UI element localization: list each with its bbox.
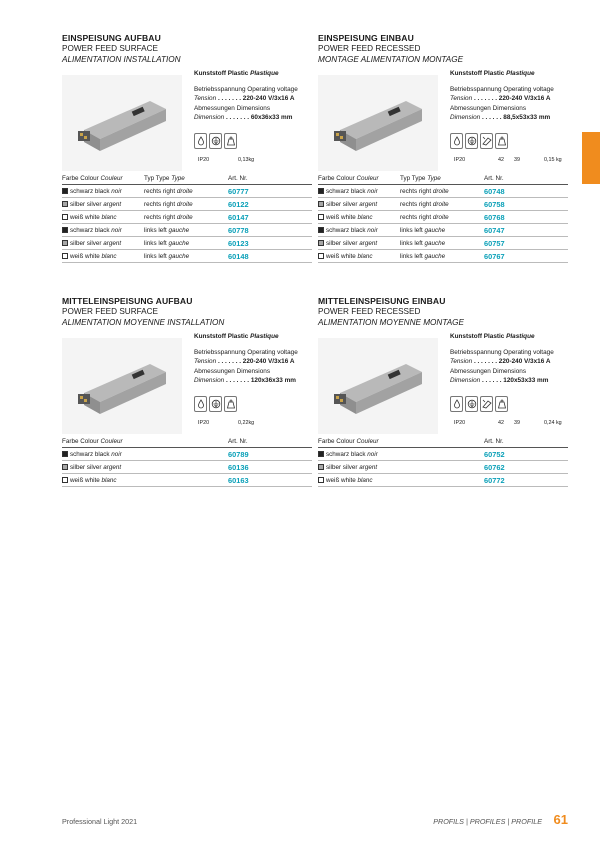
dimensions-label: Abmessungen Dimensions [194, 104, 271, 112]
property-icons [450, 133, 508, 149]
track-adapter-image [62, 338, 182, 434]
spec-list [450, 332, 578, 386]
spec-list [450, 69, 578, 123]
col-type: Typ Type Type [144, 175, 185, 182]
section-title-fr: ALIMENTATION INSTALLATION [62, 54, 181, 64]
col-art-nr: Art. Nr. [228, 175, 248, 182]
colour-cell: weiß white blanc [62, 253, 144, 260]
article-number: 60778 [228, 225, 249, 235]
table-row [62, 224, 312, 237]
colour-swatch [62, 214, 68, 220]
colour-swatch [62, 477, 68, 483]
colour-cell: silber silver argent [318, 240, 400, 247]
ip20-drop-icon [450, 396, 463, 412]
colour-cell: silber silver argent [62, 201, 144, 208]
section-title-fr: MONTAGE ALIMENTATION MONTAGE [318, 54, 464, 64]
cutout-icon [480, 396, 493, 412]
tension-line: Tension . . . . . . . 220-240 V/3x16 A [450, 95, 551, 103]
section-title-fr: ALIMENTATION MOYENNE MONTAGE [318, 317, 465, 327]
colour-cell: weiß white blanc [318, 214, 400, 221]
article-number: 60122 [228, 199, 249, 209]
colour-swatch [318, 188, 324, 194]
table-body [62, 448, 312, 487]
property-icons [450, 396, 508, 412]
weight-value: 0,24 kg [544, 420, 562, 426]
type-cell: rechts right droite [144, 200, 193, 208]
colour-cell: silber silver argent [318, 201, 400, 208]
colour-swatch [318, 240, 324, 246]
dimensions-label: Abmessungen Dimensions [194, 367, 271, 375]
article-number: 60123 [228, 238, 249, 248]
article-number: 60752 [484, 449, 505, 459]
cutout-width: 42 [498, 420, 504, 426]
type-cell: links left gauche [400, 239, 446, 247]
col-colour: Farbe Colour Couleur [62, 438, 123, 445]
type-cell: rechts right droite [144, 187, 193, 195]
colour-swatch [318, 477, 324, 483]
section-power-feed-recessed [318, 33, 576, 261]
colour-swatch [318, 214, 324, 220]
article-number: 60767 [484, 251, 505, 261]
table-body [62, 185, 312, 263]
tension-line: Tension . . . . . . . 220-240 V/3x16 A [194, 358, 295, 366]
type-cell [144, 464, 228, 471]
weight-icon [495, 396, 508, 412]
table-row [62, 461, 312, 474]
article-number: 60136 [228, 462, 249, 472]
colour-swatch [62, 240, 68, 246]
article-number: 60757 [484, 238, 505, 248]
article-number: 60147 [228, 212, 249, 222]
table-row [318, 185, 568, 198]
colour-cell: silber silver argent [62, 464, 144, 471]
type-cell: rechts right droite [400, 187, 449, 195]
table-row [318, 461, 568, 474]
weight-value: 0,13kg [238, 157, 255, 163]
property-icons [194, 396, 237, 412]
voltage-label: Betriebsspannung Operating voltage [450, 85, 554, 93]
table-row [318, 224, 568, 237]
product-block [62, 69, 320, 181]
colour-cell: schwarz black noir [318, 188, 400, 195]
col-colour: Farbe Colour Couleur [318, 438, 379, 445]
track-adapter-image [62, 75, 182, 171]
table-row [318, 448, 568, 461]
article-number: 60148 [228, 251, 249, 261]
colour-cell: schwarz black noir [318, 451, 400, 458]
type-cell [144, 477, 228, 484]
tension-line: Tension . . . . . . . 220-240 V/3x16 A [450, 358, 551, 366]
weight-value: 0,22kg [238, 420, 255, 426]
section-title-de: EINSPEISUNG AUFBAU [62, 33, 161, 43]
table-row [62, 185, 312, 198]
dimension-line: Dimension . . . . . . . 120x36x33 mm [194, 377, 296, 385]
product-block [318, 332, 576, 444]
section-title-en: POWER FEED RECESSED [318, 44, 421, 53]
section-title-en: POWER FEED SURFACE [62, 44, 158, 53]
section-title-fr: ALIMENTATION MOYENNE INSTALLATION [62, 317, 225, 327]
ip-rating: IP20 [198, 420, 210, 426]
track-adapter-image [318, 75, 438, 171]
ip20-drop-icon [194, 396, 207, 412]
article-table [318, 173, 568, 263]
col-colour: Farbe Colour Couleur [62, 175, 123, 182]
col-type: Typ Type Type [400, 175, 441, 182]
product-photo [318, 338, 438, 434]
colour-cell: silber silver argent [318, 464, 400, 471]
type-cell [144, 451, 228, 458]
type-cell: rechts right droite [400, 200, 449, 208]
dimension-line: Dimension . . . . . . 88,5x53x33 mm [450, 114, 551, 122]
earth-ground-icon [209, 133, 222, 149]
section-title-en: POWER FEED SURFACE [62, 307, 158, 316]
icon-labels [194, 420, 322, 428]
table-row [318, 250, 568, 263]
table-row [318, 198, 568, 211]
article-table [62, 436, 312, 487]
article-number: 60748 [484, 186, 505, 196]
spec-list [194, 332, 322, 386]
ip-rating: IP20 [198, 157, 210, 163]
tension-line: Tension . . . . . . . 220-240 V/3x16 A [194, 95, 295, 103]
section-title-de: MITTELEINSPEISUNG EINBAU [318, 296, 446, 306]
table-row [62, 448, 312, 461]
section-title-de: EINSPEISUNG EINBAU [318, 33, 414, 43]
colour-swatch [62, 464, 68, 470]
table-row [62, 250, 312, 263]
table-row [62, 237, 312, 250]
material-line: Kunststoff Plastic Plastique [194, 333, 279, 340]
colour-cell: schwarz black noir [62, 188, 144, 195]
table-row [318, 237, 568, 250]
table-body [318, 448, 568, 487]
table-row [318, 211, 568, 224]
ip-rating: IP20 [454, 157, 466, 163]
icon-labels [450, 157, 578, 165]
type-cell: links left gauche [144, 239, 190, 247]
voltage-label: Betriebsspannung Operating voltage [194, 85, 298, 93]
colour-cell: schwarz black noir [62, 227, 144, 234]
article-table [318, 436, 568, 487]
weight-icon [224, 133, 237, 149]
ip-rating: IP20 [454, 420, 466, 426]
colour-swatch [318, 464, 324, 470]
table-body [318, 185, 568, 263]
page-number: 61 [553, 812, 568, 827]
article-number: 60758 [484, 199, 505, 209]
ip20-drop-icon [194, 133, 207, 149]
table-row [318, 474, 568, 487]
earth-ground-icon [465, 396, 478, 412]
table-row [62, 198, 312, 211]
product-photo [62, 75, 182, 171]
voltage-label: Betriebsspannung Operating voltage [194, 348, 298, 356]
article-number: 60762 [484, 462, 505, 472]
colour-cell: schwarz black noir [318, 227, 400, 234]
article-number: 60747 [484, 225, 505, 235]
earth-ground-icon [209, 396, 222, 412]
type-cell: links left gauche [400, 252, 446, 260]
table-header [318, 436, 568, 448]
article-number: 60772 [484, 475, 505, 485]
table-header [318, 173, 568, 185]
type-cell [400, 477, 484, 484]
spec-list [194, 69, 322, 123]
col-colour: Farbe Colour Couleur [318, 175, 379, 182]
table-header [62, 173, 312, 185]
colour-swatch [318, 451, 324, 457]
col-art-nr: Art. Nr. [484, 175, 504, 182]
colour-cell: weiß white blanc [62, 477, 144, 484]
product-photo [318, 75, 438, 171]
colour-swatch [318, 227, 324, 233]
dimension-line: Dimension . . . . . . 120x53x33 mm [450, 377, 549, 385]
col-art-nr: Art. Nr. [228, 438, 248, 445]
product-block [62, 332, 320, 444]
colour-swatch [318, 253, 324, 259]
material-line: Kunststoff Plastic Plastique [450, 70, 535, 77]
weight-icon [224, 396, 237, 412]
section-title-en: POWER FEED RECESSED [318, 307, 421, 316]
property-icons [194, 133, 237, 149]
table-row [62, 211, 312, 224]
colour-swatch [62, 227, 68, 233]
article-number: 60768 [484, 212, 505, 222]
dimensions-label: Abmessungen Dimensions [450, 367, 527, 375]
weight-value: 0,15 kg [544, 157, 562, 163]
colour-swatch [62, 188, 68, 194]
type-cell [400, 451, 484, 458]
colour-swatch [318, 201, 324, 207]
type-cell: rechts right droite [400, 213, 449, 221]
colour-cell: silber silver argent [62, 240, 144, 247]
type-cell: links left gauche [144, 252, 190, 260]
cutout-depth: 39 [514, 157, 520, 163]
type-cell: rechts right droite [144, 213, 193, 221]
earth-ground-icon [465, 133, 478, 149]
dimension-line: Dimension . . . . . . . 60x36x33 mm [194, 114, 293, 122]
material-line: Kunststoff Plastic Plastique [450, 333, 535, 340]
track-adapter-image [318, 338, 438, 434]
cutout-icon [480, 133, 493, 149]
table-header [62, 436, 312, 448]
section-title-de: MITTELEINSPEISUNG AUFBAU [62, 296, 193, 306]
type-cell: links left gauche [400, 226, 446, 234]
colour-swatch [62, 201, 68, 207]
icon-labels [450, 420, 578, 428]
colour-swatch [62, 451, 68, 457]
chapter-tab-marker [582, 132, 600, 184]
colour-swatch [62, 253, 68, 259]
cutout-depth: 39 [514, 420, 520, 426]
table-row [62, 474, 312, 487]
dimensions-label: Abmessungen Dimensions [450, 104, 527, 112]
product-block [318, 69, 576, 181]
article-number: 60777 [228, 186, 249, 196]
type-cell [400, 464, 484, 471]
section-power-feed-surface [62, 33, 320, 261]
colour-cell: weiß white blanc [62, 214, 144, 221]
voltage-label: Betriebsspannung Operating voltage [450, 348, 554, 356]
material-line: Kunststoff Plastic Plastique [194, 70, 279, 77]
product-photo [62, 338, 182, 434]
cutout-width: 42 [498, 157, 504, 163]
ip20-drop-icon [450, 133, 463, 149]
colour-cell: schwarz black noir [62, 451, 144, 458]
section-middle-feed-surface [62, 296, 320, 485]
footer-category: PROFILS | PROFILES | PROFILE [433, 817, 542, 826]
colour-cell: weiß white blanc [318, 477, 400, 484]
col-art-nr: Art. Nr. [484, 438, 504, 445]
article-number: 60163 [228, 475, 249, 485]
icon-labels [194, 157, 322, 165]
weight-icon [495, 133, 508, 149]
section-middle-feed-recessed [318, 296, 576, 485]
article-number: 60789 [228, 449, 249, 459]
colour-cell: weiß white blanc [318, 253, 400, 260]
footer-catalog-name: Professional Light 2021 [62, 817, 138, 826]
article-table [62, 173, 312, 263]
type-cell: links left gauche [144, 226, 190, 234]
